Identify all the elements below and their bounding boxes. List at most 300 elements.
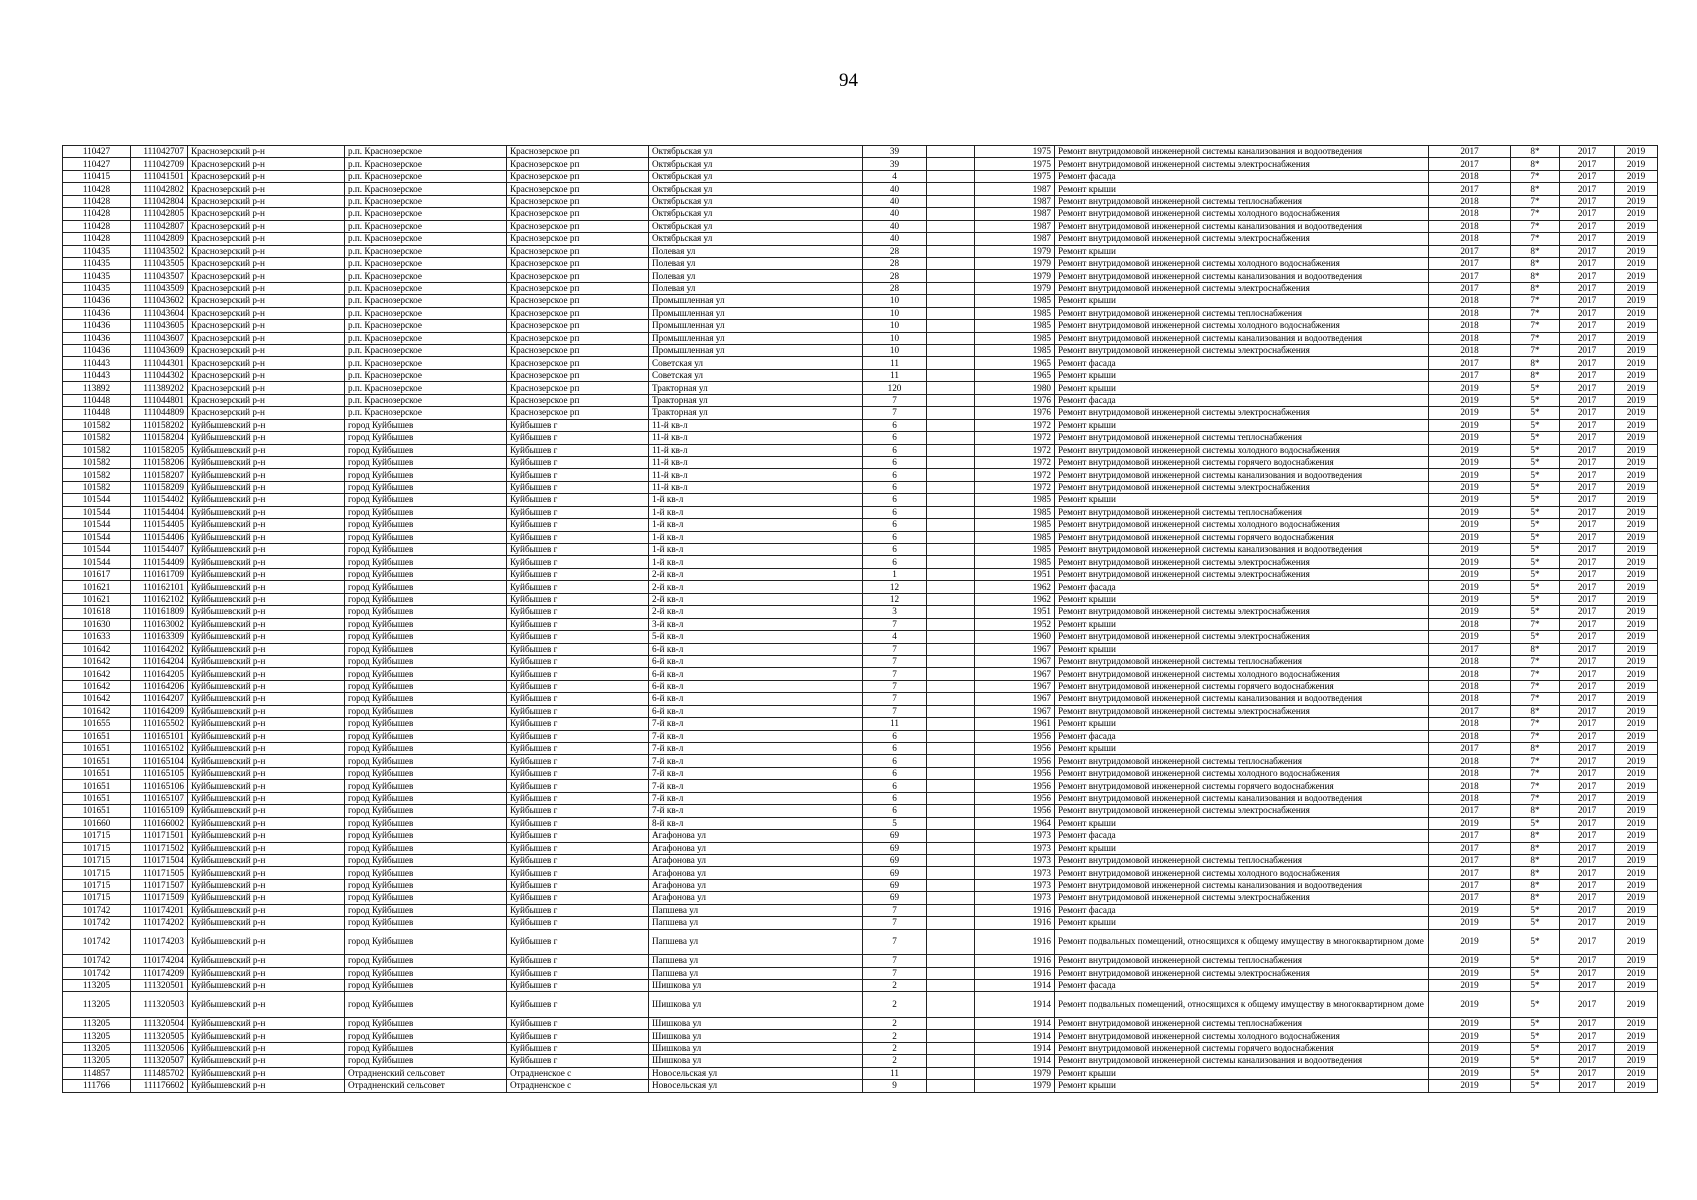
- period-start-cell: 2017: [1560, 1017, 1615, 1029]
- plan-year-cell: 2017: [1429, 245, 1511, 257]
- plan-year-cell: 2019: [1429, 544, 1511, 556]
- period-end-cell: 2019: [1615, 854, 1658, 866]
- house-id-cell: 101742: [63, 917, 131, 929]
- object-code-cell: 111044801: [131, 394, 188, 406]
- district-cell: Куйбышевский р-н: [188, 955, 345, 967]
- work-type-cell: Ремонт крыши: [1055, 369, 1429, 381]
- priority-cell: 5*: [1511, 817, 1560, 829]
- district-cell: Краснозерский р-н: [188, 282, 345, 294]
- plan-year-cell: 2018: [1429, 208, 1511, 220]
- building-cell: [927, 805, 975, 817]
- work-type-cell: Ремонт крыши: [1055, 817, 1429, 829]
- year-built-cell: 1967: [975, 705, 1055, 717]
- settlement-cell: Куйбышев г: [507, 780, 649, 792]
- period-start-cell: 2017: [1560, 992, 1615, 1018]
- plan-year-cell: 2018: [1429, 655, 1511, 667]
- work-type-cell: Ремонт внутридомовой инженерной системы холодного водоснабжения: [1055, 519, 1429, 531]
- object-code-cell: 110174202: [131, 917, 188, 929]
- district-cell: Куйбышевский р-н: [188, 506, 345, 518]
- work-type-cell: Ремонт внутридомовой инженерной системы электроснабжения: [1055, 158, 1429, 170]
- house-id-cell: 101633: [63, 631, 131, 643]
- period-end-cell: 2019: [1615, 817, 1658, 829]
- district-cell: Куйбышевский р-н: [188, 680, 345, 692]
- house-number-cell: 10: [863, 307, 927, 319]
- house-id-cell: 113892: [63, 382, 131, 394]
- period-end-cell: 2019: [1615, 730, 1658, 742]
- street-cell: Промышленная ул: [649, 332, 863, 344]
- building-cell: [927, 432, 975, 444]
- settlement-cell: Куйбышев г: [507, 680, 649, 692]
- plan-year-cell: 2018: [1429, 320, 1511, 332]
- street-cell: Полевая ул: [649, 282, 863, 294]
- house-number-cell: 69: [863, 879, 927, 891]
- street-cell: Октябрьская ул: [649, 233, 863, 245]
- plan-year-cell: 2019: [1429, 382, 1511, 394]
- house-number-cell: 40: [863, 195, 927, 207]
- district-cell: Куйбышевский р-н: [188, 519, 345, 531]
- object-code-cell: 110166002: [131, 817, 188, 829]
- year-built-cell: 1956: [975, 755, 1055, 767]
- plan-year-cell: 2018: [1429, 233, 1511, 245]
- table-row: [63, 867, 1658, 879]
- table-row: [63, 1017, 1658, 1029]
- table-row: [63, 245, 1658, 257]
- priority-cell: 5*: [1511, 432, 1560, 444]
- period-start-cell: 2017: [1560, 668, 1615, 680]
- table-row: [63, 743, 1658, 755]
- object-code-cell: 110162102: [131, 593, 188, 605]
- street-cell: Агафонова ул: [649, 854, 863, 866]
- house-number-cell: 2: [863, 992, 927, 1018]
- object-code-cell: 110158202: [131, 419, 188, 431]
- period-end-cell: 2019: [1615, 904, 1658, 916]
- work-type-cell: Ремонт крыши: [1055, 382, 1429, 394]
- house-id-cell: 101582: [63, 419, 131, 431]
- priority-cell: 7*: [1511, 618, 1560, 630]
- building-cell: [927, 456, 975, 468]
- district-cell: Краснозерский р-н: [188, 345, 345, 357]
- object-code-cell: 111485702: [131, 1067, 188, 1079]
- work-type-cell: Ремонт внутридомовой инженерной системы канализования и водоотведения: [1055, 270, 1429, 282]
- priority-cell: 7*: [1511, 170, 1560, 182]
- settlement-cell: Куйбышев г: [507, 655, 649, 667]
- plan-year-cell: 2017: [1429, 357, 1511, 369]
- house-id-cell: 101642: [63, 643, 131, 655]
- district-cell: Куйбышевский р-н: [188, 780, 345, 792]
- object-code-cell: 110164204: [131, 655, 188, 667]
- plan-year-cell: 2017: [1429, 842, 1511, 854]
- district-cell: Куйбышевский р-н: [188, 879, 345, 891]
- house-id-cell: 101582: [63, 432, 131, 444]
- priority-cell: 5*: [1511, 531, 1560, 543]
- building-cell: [927, 444, 975, 456]
- house-id-cell: 101715: [63, 867, 131, 879]
- building-cell: [927, 183, 975, 195]
- table-row: [63, 544, 1658, 556]
- district-cell: Куйбышевский р-н: [188, 830, 345, 842]
- street-cell: Агафонова ул: [649, 830, 863, 842]
- year-built-cell: 1972: [975, 469, 1055, 481]
- district-cell: Куйбышевский р-н: [188, 718, 345, 730]
- table-row: [63, 183, 1658, 195]
- district-cell: Краснозерский р-н: [188, 320, 345, 332]
- building-cell: [927, 332, 975, 344]
- street-cell: Тракторная ул: [649, 407, 863, 419]
- house-number-cell: 120: [863, 382, 927, 394]
- object-code-cell: 111043602: [131, 295, 188, 307]
- plan-year-cell: 2018: [1429, 220, 1511, 232]
- work-type-cell: Ремонт внутридомовой инженерной системы канализования и водоотведения: [1055, 469, 1429, 481]
- period-start-cell: 2017: [1560, 1080, 1615, 1092]
- house-number-cell: 11: [863, 718, 927, 730]
- work-type-cell: Ремонт крыши: [1055, 494, 1429, 506]
- priority-cell: 7*: [1511, 680, 1560, 692]
- object-code-cell: 111044302: [131, 369, 188, 381]
- priority-cell: 7*: [1511, 730, 1560, 742]
- settlement-cell: Куйбышев г: [507, 544, 649, 556]
- district-cell: Куйбышевский р-н: [188, 444, 345, 456]
- priority-cell: 5*: [1511, 1017, 1560, 1029]
- work-type-cell: Ремонт внутридомовой инженерной системы холодного водоснабжения: [1055, 867, 1429, 879]
- year-built-cell: 1975: [975, 146, 1055, 158]
- house-id-cell: 101742: [63, 929, 131, 955]
- district-cell: Краснозерский р-н: [188, 295, 345, 307]
- object-code-cell: 110174203: [131, 929, 188, 955]
- house-id-cell: 110443: [63, 357, 131, 369]
- street-cell: 1-й кв-л: [649, 519, 863, 531]
- street-cell: Советская ул: [649, 357, 863, 369]
- period-start-cell: 2017: [1560, 456, 1615, 468]
- house-id-cell: 114857: [63, 1067, 131, 1079]
- plan-year-cell: 2017: [1429, 705, 1511, 717]
- house-number-cell: 6: [863, 743, 927, 755]
- plan-year-cell: 2019: [1429, 531, 1511, 543]
- period-start-cell: 2017: [1560, 593, 1615, 605]
- work-type-cell: Ремонт внутридомовой инженерной системы теплоснабжения: [1055, 1017, 1429, 1029]
- municipality-cell: р.п. Краснозерское: [345, 320, 507, 332]
- priority-cell: 7*: [1511, 693, 1560, 705]
- priority-cell: 8*: [1511, 270, 1560, 282]
- building-cell: [927, 195, 975, 207]
- building-cell: [927, 506, 975, 518]
- district-cell: Куйбышевский р-н: [188, 494, 345, 506]
- work-type-cell: Ремонт внутридомовой инженерной системы холодного водоснабжения: [1055, 1030, 1429, 1042]
- period-end-cell: 2019: [1615, 195, 1658, 207]
- plan-year-cell: 2017: [1429, 743, 1511, 755]
- municipality-cell: город Куйбышев: [345, 506, 507, 518]
- table-row: [63, 680, 1658, 692]
- house-number-cell: 7: [863, 643, 927, 655]
- priority-cell: 7*: [1511, 345, 1560, 357]
- district-cell: Куйбышевский р-н: [188, 419, 345, 431]
- table-row: [63, 295, 1658, 307]
- street-cell: 1-й кв-л: [649, 531, 863, 543]
- year-built-cell: 1961: [975, 718, 1055, 730]
- settlement-cell: Куйбышев г: [507, 755, 649, 767]
- municipality-cell: р.п. Краснозерское: [345, 245, 507, 257]
- street-cell: Октябрьская ул: [649, 146, 863, 158]
- period-start-cell: 2017: [1560, 1030, 1615, 1042]
- period-start-cell: 2017: [1560, 469, 1615, 481]
- object-code-cell: 111320504: [131, 1017, 188, 1029]
- plan-year-cell: 2019: [1429, 1055, 1511, 1067]
- work-type-cell: Ремонт фасада: [1055, 730, 1429, 742]
- plan-year-cell: 2018: [1429, 345, 1511, 357]
- period-start-cell: 2017: [1560, 643, 1615, 655]
- municipality-cell: город Куйбышев: [345, 904, 507, 916]
- street-cell: 7-й кв-л: [649, 805, 863, 817]
- municipality-cell: р.п. Краснозерское: [345, 158, 507, 170]
- house-id-cell: 110428: [63, 208, 131, 220]
- house-number-cell: 4: [863, 170, 927, 182]
- year-built-cell: 1985: [975, 506, 1055, 518]
- priority-cell: 8*: [1511, 705, 1560, 717]
- object-code-cell: 110154409: [131, 556, 188, 568]
- building-cell: [927, 544, 975, 556]
- house-number-cell: 2: [863, 1042, 927, 1054]
- district-cell: Краснозерский р-н: [188, 170, 345, 182]
- street-cell: Шишкова ул: [649, 1017, 863, 1029]
- plan-year-cell: 2018: [1429, 680, 1511, 692]
- district-cell: Куйбышевский р-н: [188, 456, 345, 468]
- district-cell: Куйбышевский р-н: [188, 1017, 345, 1029]
- house-number-cell: 28: [863, 282, 927, 294]
- year-built-cell: 1980: [975, 382, 1055, 394]
- house-number-cell: 40: [863, 183, 927, 195]
- period-start-cell: 2017: [1560, 929, 1615, 955]
- house-id-cell: 101582: [63, 481, 131, 493]
- house-id-cell: 101742: [63, 955, 131, 967]
- municipality-cell: р.п. Краснозерское: [345, 233, 507, 245]
- municipality-cell: город Куйбышев: [345, 544, 507, 556]
- house-number-cell: 6: [863, 767, 927, 779]
- period-end-cell: 2019: [1615, 917, 1658, 929]
- house-number-cell: 9: [863, 1080, 927, 1092]
- object-code-cell: 110165107: [131, 792, 188, 804]
- building-cell: [927, 1067, 975, 1079]
- house-number-cell: 28: [863, 245, 927, 257]
- municipality-cell: р.п. Краснозерское: [345, 307, 507, 319]
- period-end-cell: 2019: [1615, 780, 1658, 792]
- building-cell: [927, 780, 975, 792]
- object-code-cell: 110154407: [131, 544, 188, 556]
- table-row: [63, 233, 1658, 245]
- year-built-cell: 1967: [975, 693, 1055, 705]
- building-cell: [927, 618, 975, 630]
- settlement-cell: Краснозерское рп: [507, 320, 649, 332]
- work-type-cell: Ремонт фасада: [1055, 830, 1429, 842]
- house-number-cell: 7: [863, 394, 927, 406]
- priority-cell: 7*: [1511, 295, 1560, 307]
- table-row: [63, 631, 1658, 643]
- house-number-cell: 69: [863, 842, 927, 854]
- period-start-cell: 2017: [1560, 295, 1615, 307]
- municipality-cell: город Куйбышев: [345, 456, 507, 468]
- work-type-cell: Ремонт внутридомовой инженерной системы горячего водоснабжения: [1055, 780, 1429, 792]
- municipality-cell: город Куйбышев: [345, 929, 507, 955]
- district-cell: Куйбышевский р-н: [188, 481, 345, 493]
- object-code-cell: 111043605: [131, 320, 188, 332]
- street-cell: Агафонова ул: [649, 842, 863, 854]
- municipality-cell: р.п. Краснозерское: [345, 407, 507, 419]
- municipality-cell: город Куйбышев: [345, 531, 507, 543]
- period-start-cell: 2017: [1560, 917, 1615, 929]
- municipality-cell: город Куйбышев: [345, 655, 507, 667]
- period-end-cell: 2019: [1615, 307, 1658, 319]
- year-built-cell: 1976: [975, 407, 1055, 419]
- house-number-cell: 10: [863, 332, 927, 344]
- district-cell: Куйбышевский р-н: [188, 1030, 345, 1042]
- period-end-cell: 2019: [1615, 257, 1658, 269]
- street-cell: Октябрьская ул: [649, 170, 863, 182]
- table-row: [63, 705, 1658, 717]
- street-cell: Новосельская ул: [649, 1080, 863, 1092]
- house-number-cell: 10: [863, 345, 927, 357]
- house-number-cell: 6: [863, 519, 927, 531]
- period-end-cell: 2019: [1615, 992, 1658, 1018]
- plan-year-cell: 2019: [1429, 407, 1511, 419]
- settlement-cell: Куйбышев г: [507, 618, 649, 630]
- plan-year-cell: 2019: [1429, 917, 1511, 929]
- settlement-cell: Куйбышев г: [507, 967, 649, 979]
- period-start-cell: 2017: [1560, 494, 1615, 506]
- settlement-cell: Куйбышев г: [507, 444, 649, 456]
- object-code-cell: 110164205: [131, 668, 188, 680]
- object-code-cell: 110154404: [131, 506, 188, 518]
- period-end-cell: 2019: [1615, 767, 1658, 779]
- building-cell: [927, 394, 975, 406]
- plan-year-cell: 2019: [1429, 929, 1511, 955]
- period-end-cell: 2019: [1615, 208, 1658, 220]
- street-cell: 2-й кв-л: [649, 593, 863, 605]
- period-start-cell: 2017: [1560, 705, 1615, 717]
- period-end-cell: 2019: [1615, 345, 1658, 357]
- object-code-cell: 110164209: [131, 705, 188, 717]
- street-cell: 7-й кв-л: [649, 755, 863, 767]
- plan-year-cell: 2017: [1429, 854, 1511, 866]
- street-cell: 11-й кв-л: [649, 481, 863, 493]
- settlement-cell: Куйбышев г: [507, 929, 649, 955]
- object-code-cell: 110161809: [131, 606, 188, 618]
- municipality-cell: р.п. Краснозерское: [345, 257, 507, 269]
- house-number-cell: 4: [863, 631, 927, 643]
- house-id-cell: 101651: [63, 730, 131, 742]
- priority-cell: 7*: [1511, 780, 1560, 792]
- house-number-cell: 12: [863, 593, 927, 605]
- plan-year-cell: 2018: [1429, 780, 1511, 792]
- priority-cell: 8*: [1511, 643, 1560, 655]
- period-end-cell: 2019: [1615, 718, 1658, 730]
- table-row: [63, 1042, 1658, 1054]
- work-type-cell: Ремонт крыши: [1055, 743, 1429, 755]
- street-cell: 1-й кв-л: [649, 556, 863, 568]
- work-type-cell: Ремонт внутридомовой инженерной системы горячего водоснабжения: [1055, 680, 1429, 692]
- house-id-cell: 110448: [63, 407, 131, 419]
- priority-cell: 8*: [1511, 892, 1560, 904]
- year-built-cell: 1956: [975, 767, 1055, 779]
- house-number-cell: 7: [863, 967, 927, 979]
- district-cell: Краснозерский р-н: [188, 270, 345, 282]
- year-built-cell: 1975: [975, 170, 1055, 182]
- house-number-cell: 1: [863, 568, 927, 580]
- period-end-cell: 2019: [1615, 220, 1658, 232]
- plan-year-cell: 2018: [1429, 730, 1511, 742]
- plan-year-cell: 2019: [1429, 1030, 1511, 1042]
- object-code-cell: 111042809: [131, 233, 188, 245]
- year-built-cell: 1985: [975, 556, 1055, 568]
- table-row: [63, 307, 1658, 319]
- building-cell: [927, 767, 975, 779]
- house-id-cell: 101651: [63, 767, 131, 779]
- object-code-cell: 110158204: [131, 432, 188, 444]
- building-cell: [927, 792, 975, 804]
- table-row: [63, 444, 1658, 456]
- plan-year-cell: 2019: [1429, 394, 1511, 406]
- house-number-cell: 6: [863, 805, 927, 817]
- street-cell: 7-й кв-л: [649, 767, 863, 779]
- table-row: [63, 407, 1658, 419]
- settlement-cell: Куйбышев г: [507, 432, 649, 444]
- house-id-cell: 101642: [63, 693, 131, 705]
- municipality-cell: город Куйбышев: [345, 1030, 507, 1042]
- district-cell: Куйбышевский р-н: [188, 556, 345, 568]
- street-cell: 6-й кв-л: [649, 643, 863, 655]
- street-cell: 2-й кв-л: [649, 568, 863, 580]
- priority-cell: 7*: [1511, 718, 1560, 730]
- period-end-cell: 2019: [1615, 643, 1658, 655]
- priority-cell: 8*: [1511, 357, 1560, 369]
- period-start-cell: 2017: [1560, 680, 1615, 692]
- year-built-cell: 1972: [975, 432, 1055, 444]
- district-cell: Куйбышевский р-н: [188, 544, 345, 556]
- settlement-cell: Куйбышев г: [507, 631, 649, 643]
- plan-year-cell: 2017: [1429, 830, 1511, 842]
- municipality-cell: Отрадненский сельсовет: [345, 1080, 507, 1092]
- plan-year-cell: 2019: [1429, 506, 1511, 518]
- district-cell: Краснозерский р-н: [188, 233, 345, 245]
- house-id-cell: 113205: [63, 979, 131, 991]
- district-cell: Куйбышевский р-н: [188, 469, 345, 481]
- work-type-cell: Ремонт фасада: [1055, 394, 1429, 406]
- district-cell: Куйбышевский р-н: [188, 929, 345, 955]
- year-built-cell: 1985: [975, 320, 1055, 332]
- building-cell: [927, 967, 975, 979]
- district-cell: Краснозерский р-н: [188, 394, 345, 406]
- district-cell: Краснозерский р-н: [188, 382, 345, 394]
- period-end-cell: 2019: [1615, 705, 1658, 717]
- period-start-cell: 2017: [1560, 792, 1615, 804]
- district-cell: Куйбышевский р-н: [188, 1055, 345, 1067]
- municipality-cell: город Куйбышев: [345, 693, 507, 705]
- year-built-cell: 1914: [975, 979, 1055, 991]
- district-cell: Куйбышевский р-н: [188, 705, 345, 717]
- street-cell: Полевая ул: [649, 257, 863, 269]
- object-code-cell: 111042804: [131, 195, 188, 207]
- district-cell: Куйбышевский р-н: [188, 1080, 345, 1092]
- municipality-cell: р.п. Краснозерское: [345, 357, 507, 369]
- settlement-cell: Куйбышев г: [507, 1042, 649, 1054]
- period-end-cell: 2019: [1615, 593, 1658, 605]
- period-start-cell: 2017: [1560, 233, 1615, 245]
- object-code-cell: 110165502: [131, 718, 188, 730]
- building-cell: [927, 208, 975, 220]
- settlement-cell: Куйбышев г: [507, 1030, 649, 1042]
- street-cell: Шишкова ул: [649, 979, 863, 991]
- house-id-cell: 110435: [63, 270, 131, 282]
- work-type-cell: Ремонт крыши: [1055, 1067, 1429, 1079]
- settlement-cell: Куйбышев г: [507, 581, 649, 593]
- building-cell: [927, 581, 975, 593]
